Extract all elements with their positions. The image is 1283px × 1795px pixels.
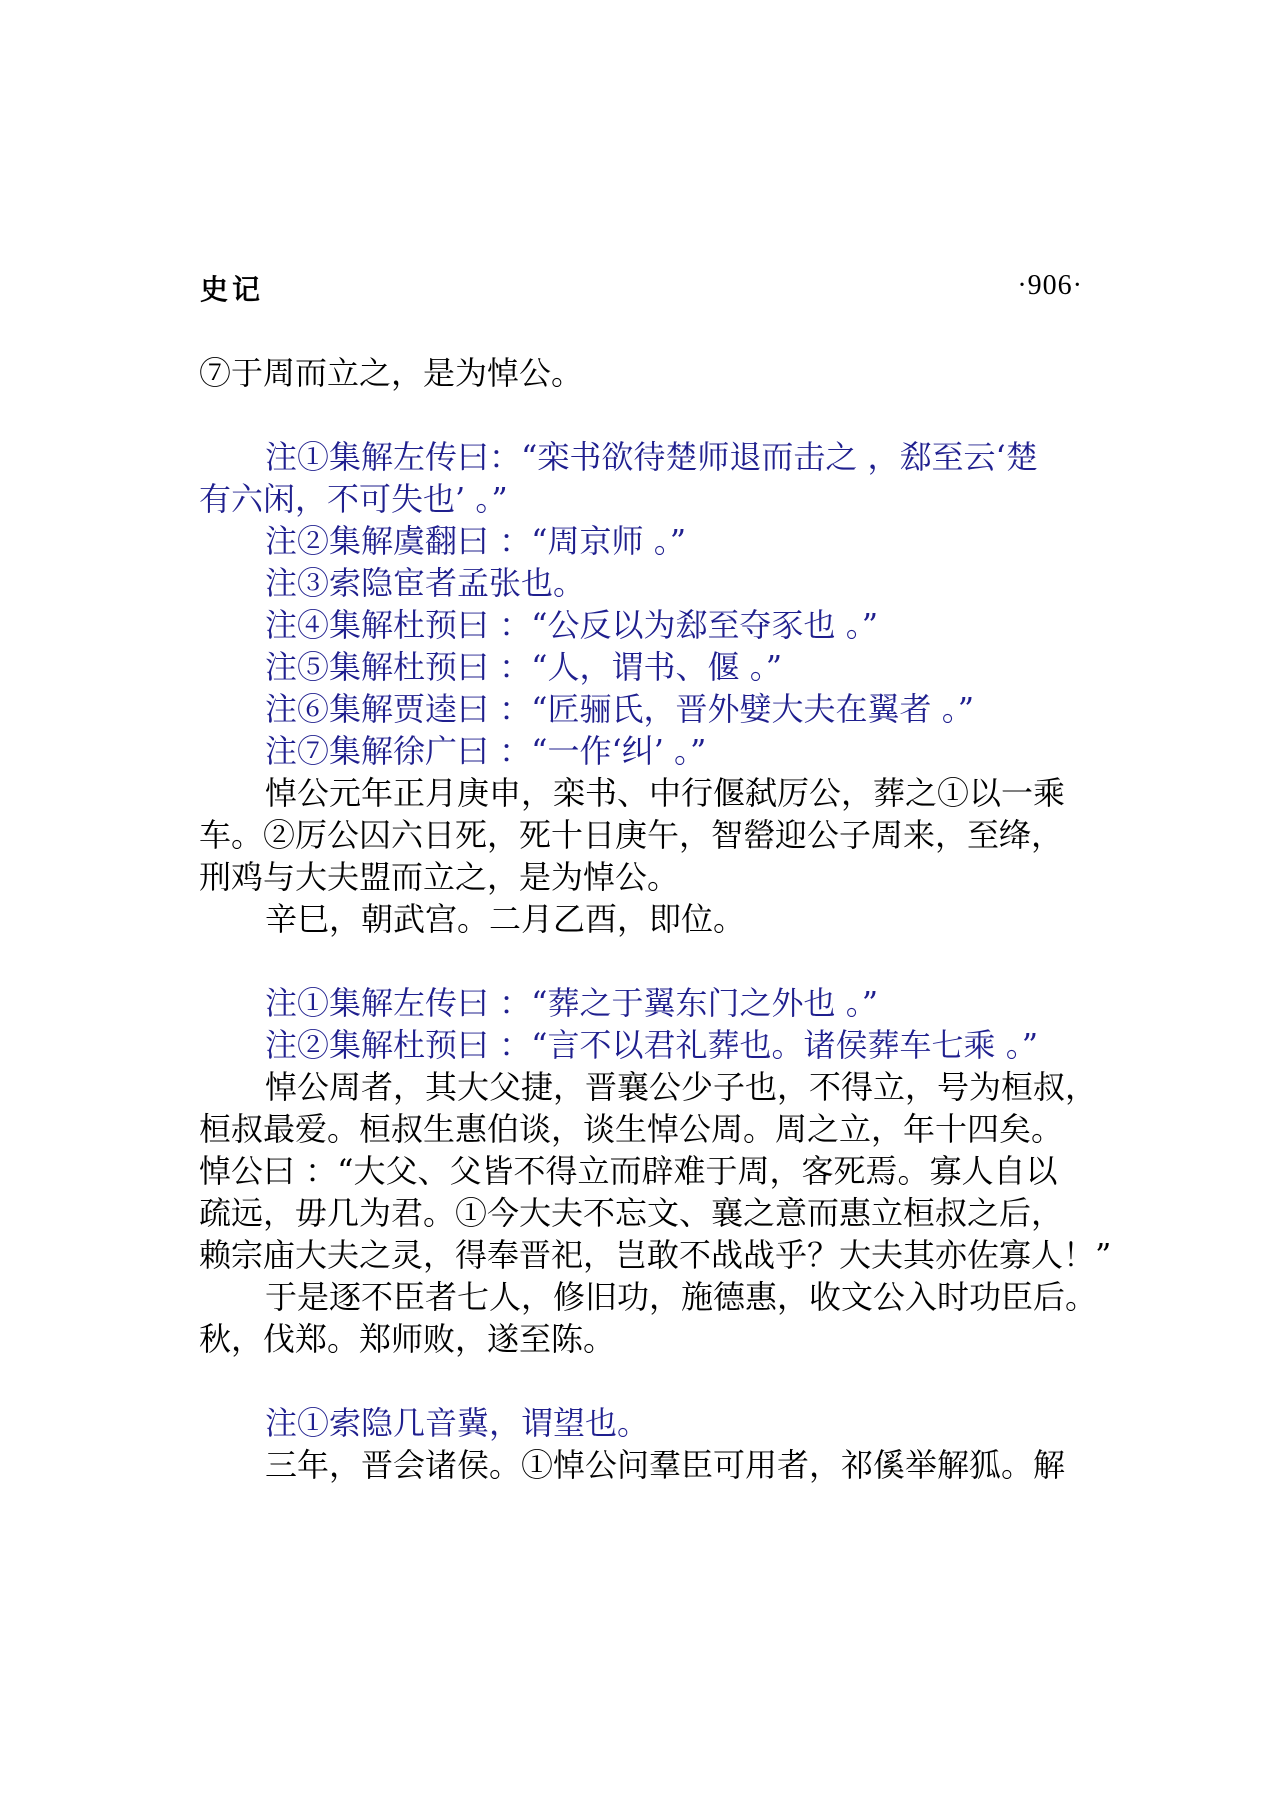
text-line: 悼公曰 ：“大父、父皆不得立而辟难于周，客死焉。寡人自以 xyxy=(199,1152,1058,1190)
paragraph-gap xyxy=(199,394,1099,436)
annotation-line: 注③索隐宦者孟张也。 xyxy=(265,564,586,602)
text-line: 悼公元年正月庚申，栾书、中行偃弑厉公，葬之①以一乘 xyxy=(265,774,1066,812)
annotation-line: 注⑦集解徐广曰 ：“一作‘纠’ 。” xyxy=(265,732,707,770)
text-line: 三年，晋会诸侯。①悼公问羣臣可用者，祁傒举解狐。解 xyxy=(265,1446,1066,1484)
page-header xyxy=(200,268,1083,308)
page-number: ·906· xyxy=(1017,270,1083,301)
annotation-line: 注①索隐几音冀，谓望也。 xyxy=(265,1404,650,1442)
annotation-line: 注⑤集解杜预曰 ：“人，谓书、偃 。” xyxy=(265,648,783,686)
annotation-line: 注④集解杜预曰 ：“公反以为郄至夺豕也 。” xyxy=(265,606,879,644)
annotation-line: 有六闲，不可失也’ 。” xyxy=(199,480,508,518)
annotation-line: 注①集解左传曰：“栾书欲待楚师退而击之 ，郄至云‘楚 xyxy=(265,438,1038,476)
paragraph-gap xyxy=(199,940,1099,982)
text-line: 桓叔最爱。桓叔生惠伯谈，谈生悼公周。周之立，年十四矣。 xyxy=(199,1110,1064,1148)
paragraph-gap xyxy=(199,1360,1099,1402)
book-title: 史记 xyxy=(200,273,265,306)
text-line: 疏远，毋几为君。①今大夫不忘文、襄之意而惠立桓叔之后， xyxy=(199,1194,1064,1232)
text-line: 于是逐不臣者七人，修旧功，施德惠，收文公入时功臣后。 xyxy=(265,1278,1098,1316)
annotation-line: 注①集解左传曰 ：“葬之于翼东门之外也 。” xyxy=(265,984,879,1022)
text-line: 悼公周者，其大父捷，晋襄公少子也，不得立，号为桓叔， xyxy=(265,1068,1098,1106)
annotation-line: 注⑥集解贾逵曰 ：“匠骊氏，晋外嬖大夫在翼者 。” xyxy=(265,690,975,728)
text-line: 刑鸡与大夫盟而立之，是为悼公。 xyxy=(199,858,680,896)
page-body xyxy=(199,352,1112,1486)
annotation-line: 注②集解杜预曰 ：“言不以君礼葬也。诸侯葬车七乘 。” xyxy=(265,1026,1039,1064)
text-line: 秋，伐郑。郑师败，遂至陈。 xyxy=(199,1320,616,1358)
text-line: 辛巳，朝武宫。二月乙酉，即位。 xyxy=(265,900,746,938)
text-line: 车。②厉公囚六日死，死十日庚午，智罃迎公子周来，至绛， xyxy=(199,816,1064,854)
text-line: 赖宗庙大夫之灵，得奉晋祀，岂敢不战战乎？大夫其亦佐寡人！” xyxy=(199,1236,1112,1274)
text-line: ⑦于周而立之，是为悼公。 xyxy=(199,354,584,392)
annotation-line: 注②集解虞翻曰 ：“周京师 。” xyxy=(265,522,687,560)
